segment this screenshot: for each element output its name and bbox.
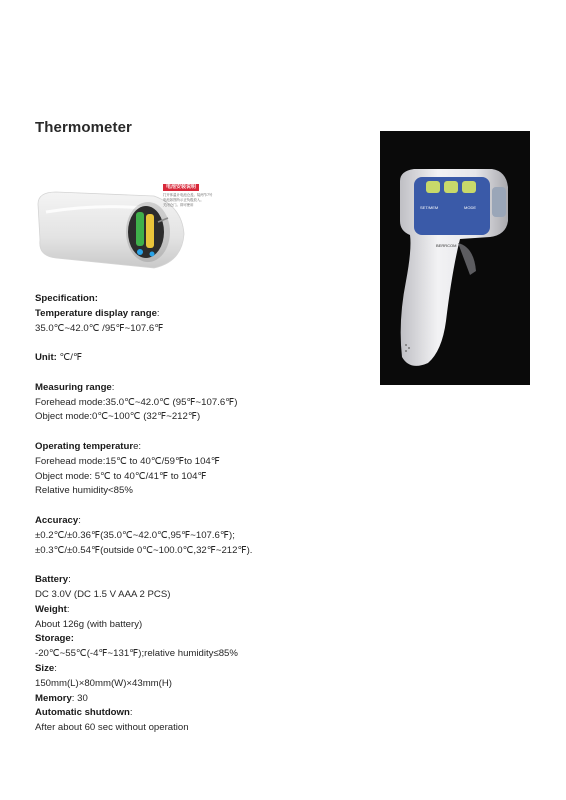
operating-humidity: Relative humidity<85% xyxy=(35,485,133,497)
page-title: Thermometer xyxy=(35,119,132,136)
callout-line: 电池如图所示正负极放入。 xyxy=(163,198,204,203)
unit-value: ℃/℉ xyxy=(56,352,83,364)
operating-object: Object mode: 5℃ to 40℃/41℉ to 104℉ xyxy=(35,470,207,482)
specification-section: Specification: Temperature display range: 35.0℃~42.0℃ /95℉~107.6℉ Unit: ℃/℉ Measuring range: Forehead mode:35.0℃~42.0℃ (95℉~107.6℉) Object mode:0℃~100℃ (32℉~212℉) Operating temperature: Forehead mode:15℃ to 40℃/59℉to 104℉ Object mode: 5℃ to 40℃/41℉ to 104℉ Relative humidity<85% Accuracy: ±0.2℃/±0.36℉(35.0℃~42.0℃,95℉~107.6℉); ±0.3℃/±0.54℉(outside 0℃~100.0℃,32℉~212℉). Battery: DC 3.0V (DC 1.5 V AAA 2 PCS) Weight: About 126g (with battery) Storage: -20℃~55℃(-4℉~131℉);relative humidity≤85% Size: 150mm(L)×80mm(W)×43mm(H) Memory: 30 Automatic shutdown: After about 60 sec without operation xyxy=(35,292,365,736)
battery-label: Battery xyxy=(35,574,69,586)
auto-shutdown-value: After about 60 sec without operation xyxy=(35,722,189,734)
callout-title: 电池安装说明 xyxy=(163,184,199,191)
memory-value: : 30 xyxy=(71,692,88,704)
storage-value: -20℃~55℃(-4℉~131℉);relative humidity≤85% xyxy=(35,648,238,660)
brand-label: BERRCOM xyxy=(436,243,457,248)
set-mem-label: SET/MEM xyxy=(420,205,439,210)
callout-line: 关闭仓门。即可使用 xyxy=(163,203,194,208)
battery-illustration xyxy=(36,182,256,278)
product-photo xyxy=(380,131,530,385)
spec-heading: Specification: xyxy=(35,293,98,304)
thermometer-device-image xyxy=(380,131,530,385)
weight-label: Weight xyxy=(35,603,67,615)
accuracy-line: ±0.2℃/±0.36℉(35.0℃~42.0℃,95℉~107.6℉); xyxy=(35,529,235,541)
temp-range-value: 35.0℃~42.0℃ /95℉~107.6℉ xyxy=(35,322,164,334)
operating-forehead: Forehead mode:15℃ to 40℃/59℉to 104℉ xyxy=(35,455,220,467)
size-label: Size xyxy=(35,662,55,674)
accuracy-line: ±0.3℃/±0.54℉(outside 0℃~100.0℃,32℉~212℉). xyxy=(35,544,253,556)
accuracy-label: Accuracy xyxy=(35,514,79,526)
callout-line: 打开体温计电池仓盖。装两节7号 xyxy=(163,193,213,198)
battery-instruction-callout xyxy=(163,184,255,208)
storage-label: Storage: xyxy=(35,633,74,645)
measuring-forehead: Forehead mode:35.0℃~42.0℃ (95℉~107.6℉) xyxy=(35,396,238,408)
size-value: 150mm(L)×80mm(W)×43mm(H) xyxy=(35,677,172,689)
auto-shutdown-label: Automatic shutdown xyxy=(35,707,130,719)
temp-range-label: Temperature display range xyxy=(35,307,157,319)
weight-value: About 126g (with battery) xyxy=(35,618,143,630)
battery-value: DC 3.0V (DC 1.5 V AAA 2 PCS) xyxy=(35,588,171,600)
operating-temp-label-tail: e: xyxy=(133,440,142,452)
memory-label: Memory xyxy=(35,692,72,704)
measuring-object: Object mode:0℃~100℃ (32℉~212℉) xyxy=(35,411,201,423)
measuring-range-label: Measuring range xyxy=(35,381,112,393)
mode-label: MODE xyxy=(464,205,476,210)
unit-label: Unit: xyxy=(35,352,57,364)
operating-temp-label: Operating temperatur xyxy=(35,440,134,452)
